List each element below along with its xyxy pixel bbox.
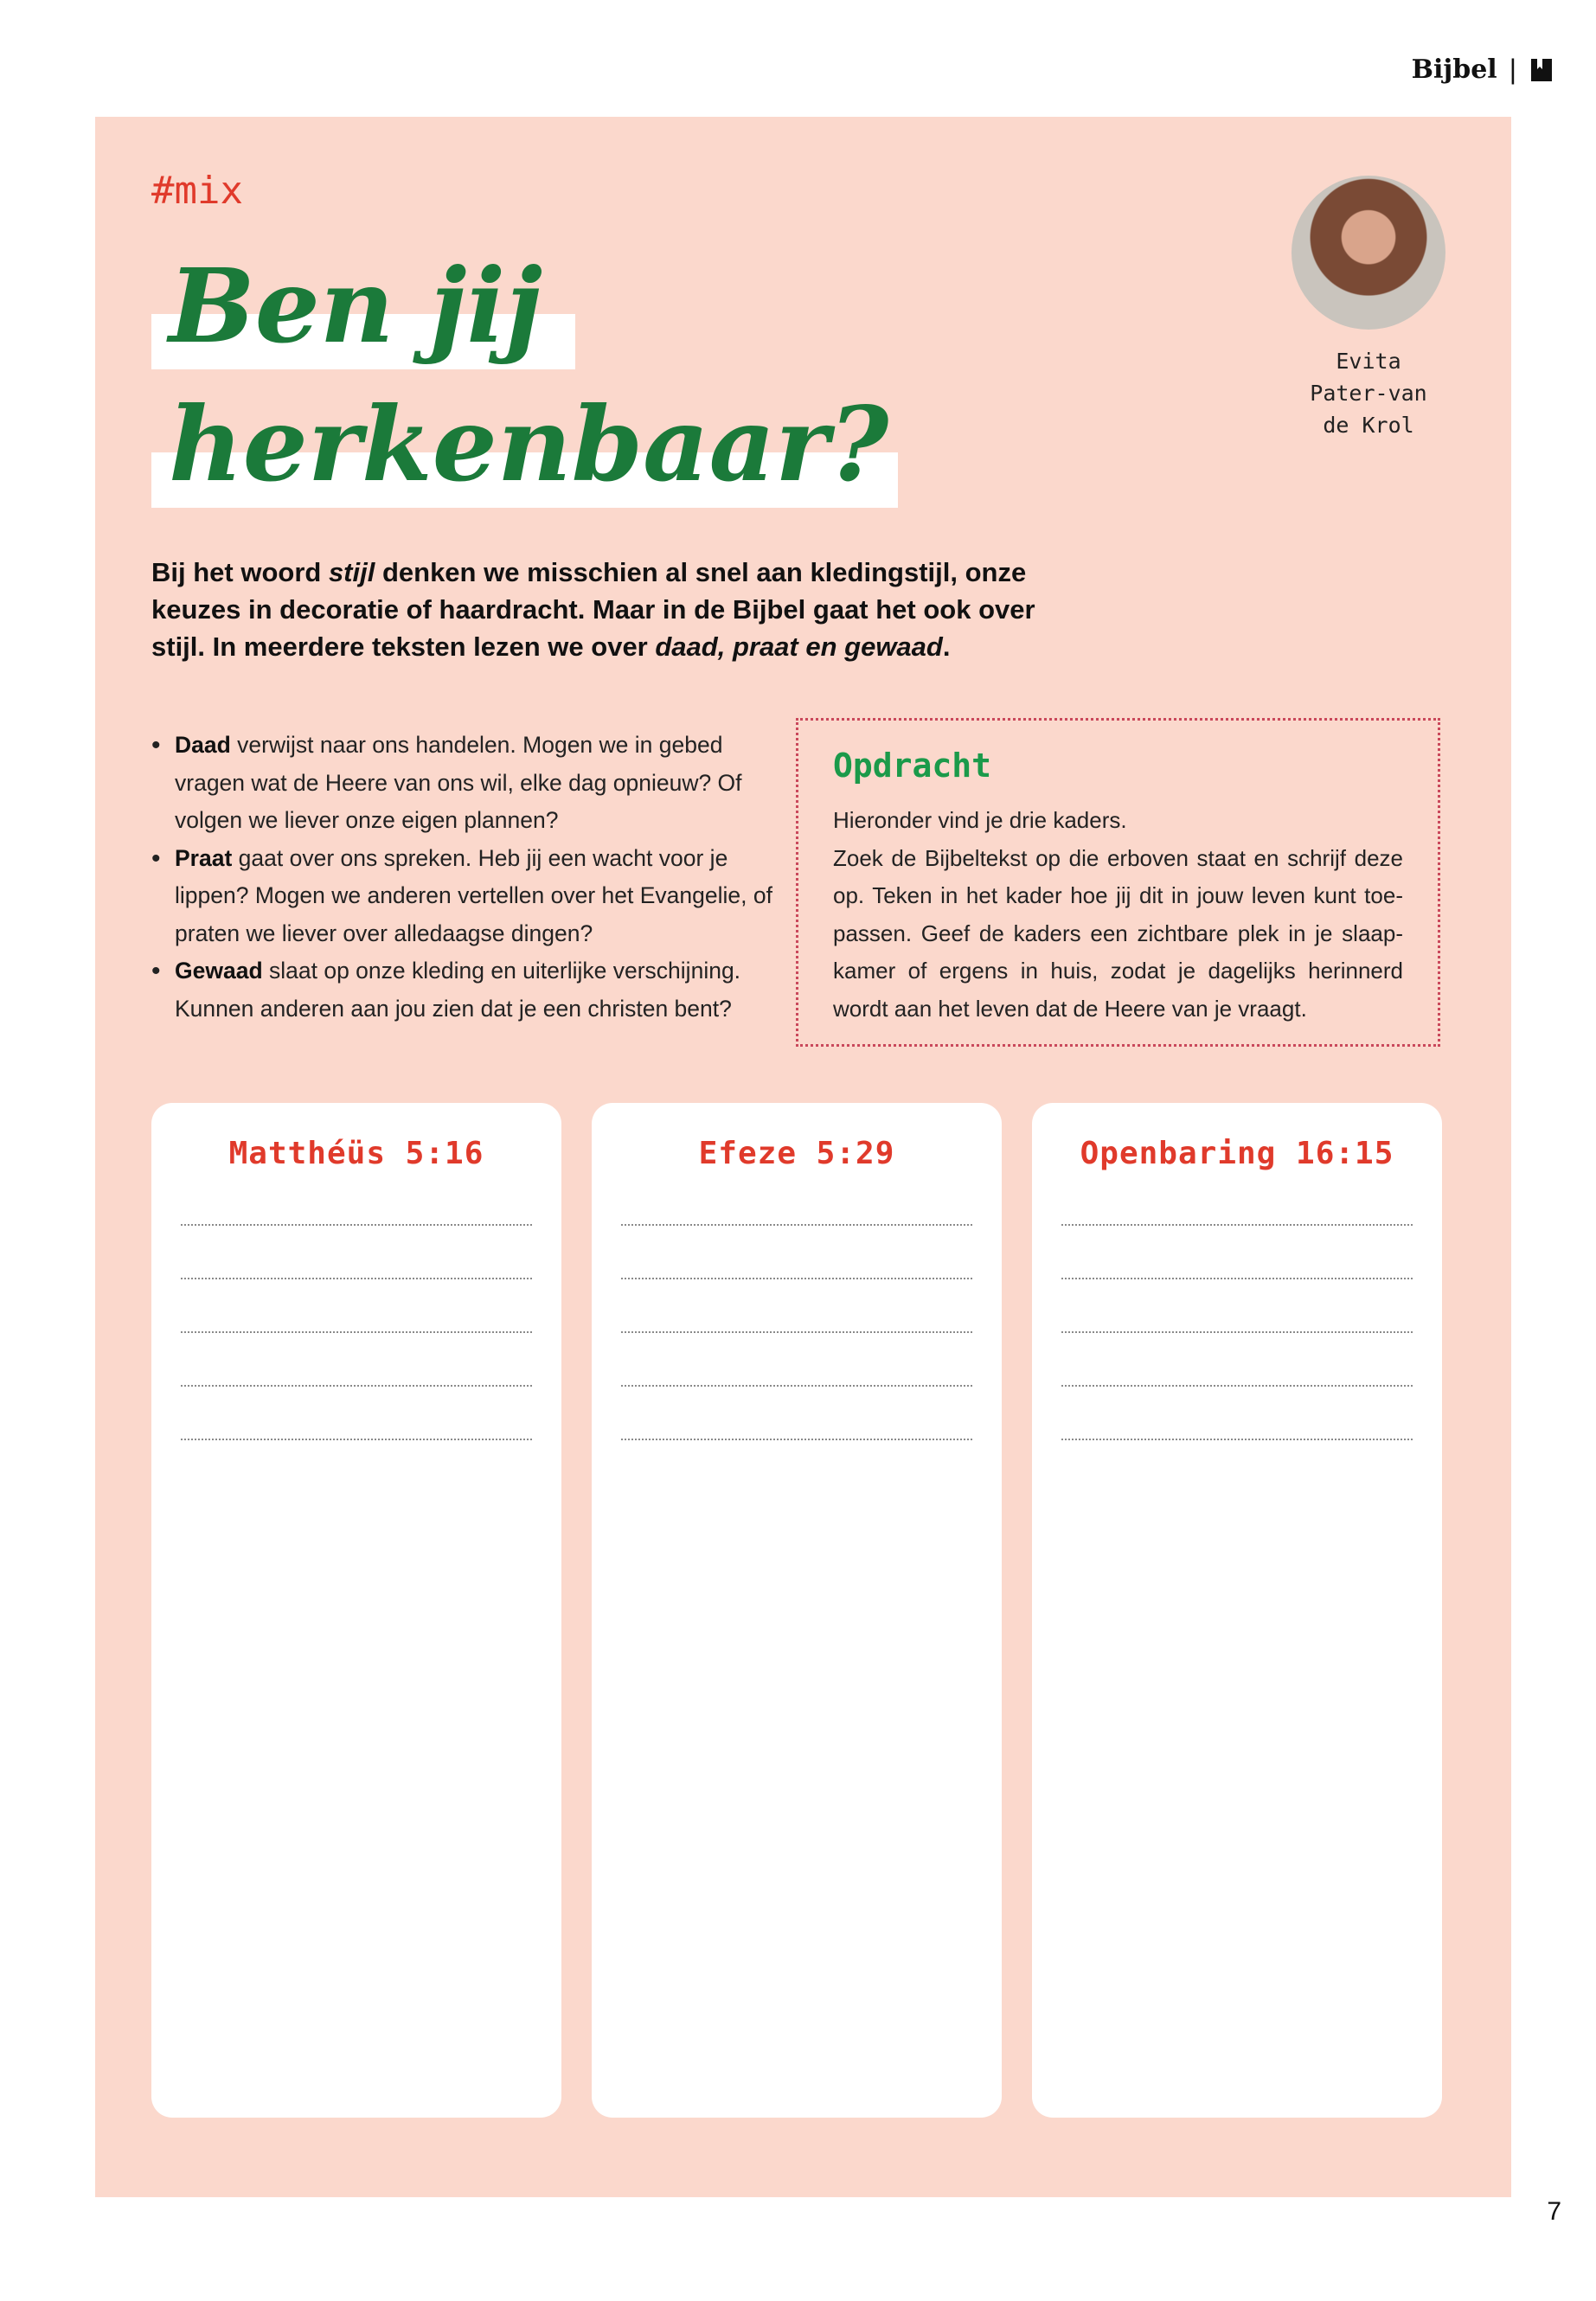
writing-line [1061, 1439, 1413, 1440]
writing-line [1061, 1278, 1413, 1279]
intro-paragraph [151, 554, 1077, 665]
page-number: 7 [1547, 2197, 1561, 2226]
writing-line [181, 1278, 532, 1279]
bullet-item [151, 952, 774, 1028]
bullet-text: verwijst naar ons handelen. Mogen we in gebed vragen wat de Heere van ons wil, elke dag opnieuw? Of volgen we liever onze eigen plannen? [175, 732, 742, 833]
card-matteus[interactable] [151, 1103, 561, 2118]
writing-lines [621, 1224, 972, 1492]
assignment-title: Opdracht [833, 747, 992, 785]
card-title: Efeze 5:29 [698, 1136, 895, 1171]
card-title: Matthéüs 5:16 [228, 1136, 484, 1171]
header-separator: | [1509, 54, 1516, 85]
author-name-line: de Krol [1323, 413, 1414, 438]
bullet-text: gaat over ons spreken. Heb jij een wacht voor je lippen? Mogen we anderen vertellen over het Evangelie, of praten we liever over alledaagse dingen? [175, 844, 772, 946]
assignment-box [796, 718, 1440, 1047]
title-text-1: Ben jij [169, 246, 542, 366]
writing-line [621, 1278, 972, 1279]
writing-line [181, 1439, 532, 1440]
page-header [1412, 54, 1554, 86]
bullet-term: Daad [175, 732, 231, 758]
card-openbaring[interactable] [1032, 1103, 1442, 2118]
author-name [1282, 345, 1455, 441]
bullet-item [151, 727, 774, 840]
writing-line [621, 1224, 972, 1226]
intro-emphasis: daad, praat en gewaad [655, 631, 943, 662]
intro-text: Bij het woord [151, 557, 329, 587]
article-panel [95, 117, 1511, 2197]
writing-line [1061, 1331, 1413, 1333]
bullet-term: Gewaad [175, 958, 263, 984]
author [1282, 176, 1455, 441]
writing-lines [1061, 1224, 1413, 1492]
writing-line [181, 1331, 532, 1333]
writing-line [621, 1331, 972, 1333]
writing-line [621, 1385, 972, 1387]
title-line-2 [151, 384, 889, 504]
writing-line [181, 1385, 532, 1387]
bullet-text: slaat op onze kleding en uiterlijke verschijning. Kunnen anderen aan jou zien dat je een christen bent? [175, 958, 741, 1022]
intro-text: denken we misschien al snel aan kledingstijl, onze keuzes in decoratie of haardracht. Maar in de Bijbel gaat het ook over stijl. In meerdere teksten lezen we over [151, 557, 1035, 662]
section-title: Bijbel [1411, 54, 1497, 85]
writing-line [181, 1224, 532, 1226]
writing-line [621, 1439, 972, 1440]
card-title: Openbaring 16:15 [1080, 1136, 1394, 1171]
assignment-body [833, 802, 1403, 1028]
title-text-2: herkenbaar? [169, 384, 889, 504]
author-avatar [1292, 176, 1445, 330]
intro-text: . [942, 631, 951, 662]
assignment-text: Hieronder vind je drie kaders. [833, 807, 1127, 833]
intro-emphasis: stijl [328, 557, 375, 587]
bullet-item [151, 840, 774, 953]
author-name-line: Evita [1336, 349, 1401, 374]
author-name-line: Pater-van [1310, 381, 1427, 406]
hashtag: #mix [151, 169, 243, 213]
assignment-text: Zoek de Bijbeltekst op die erboven staat en schrijf deze op. Teken in het kader hoe jij dit in jouw leven kunt toepassen. Geef de kaders een zichtbare plek in je slaapkamer of ergens in huis, zodat je dagelijks herinnerd wordt aan het leven dat de Heere van je vraagt. [833, 844, 1403, 1022]
card-row [151, 1103, 1442, 2118]
writing-lines [181, 1224, 532, 1492]
writing-line [1061, 1385, 1413, 1387]
bullet-term: Praat [175, 844, 233, 871]
bullet-list [151, 727, 774, 1028]
book-icon [1529, 57, 1554, 83]
card-efeze[interactable] [592, 1103, 1002, 2118]
writing-line [1061, 1224, 1413, 1226]
title-line-1 [151, 246, 542, 366]
